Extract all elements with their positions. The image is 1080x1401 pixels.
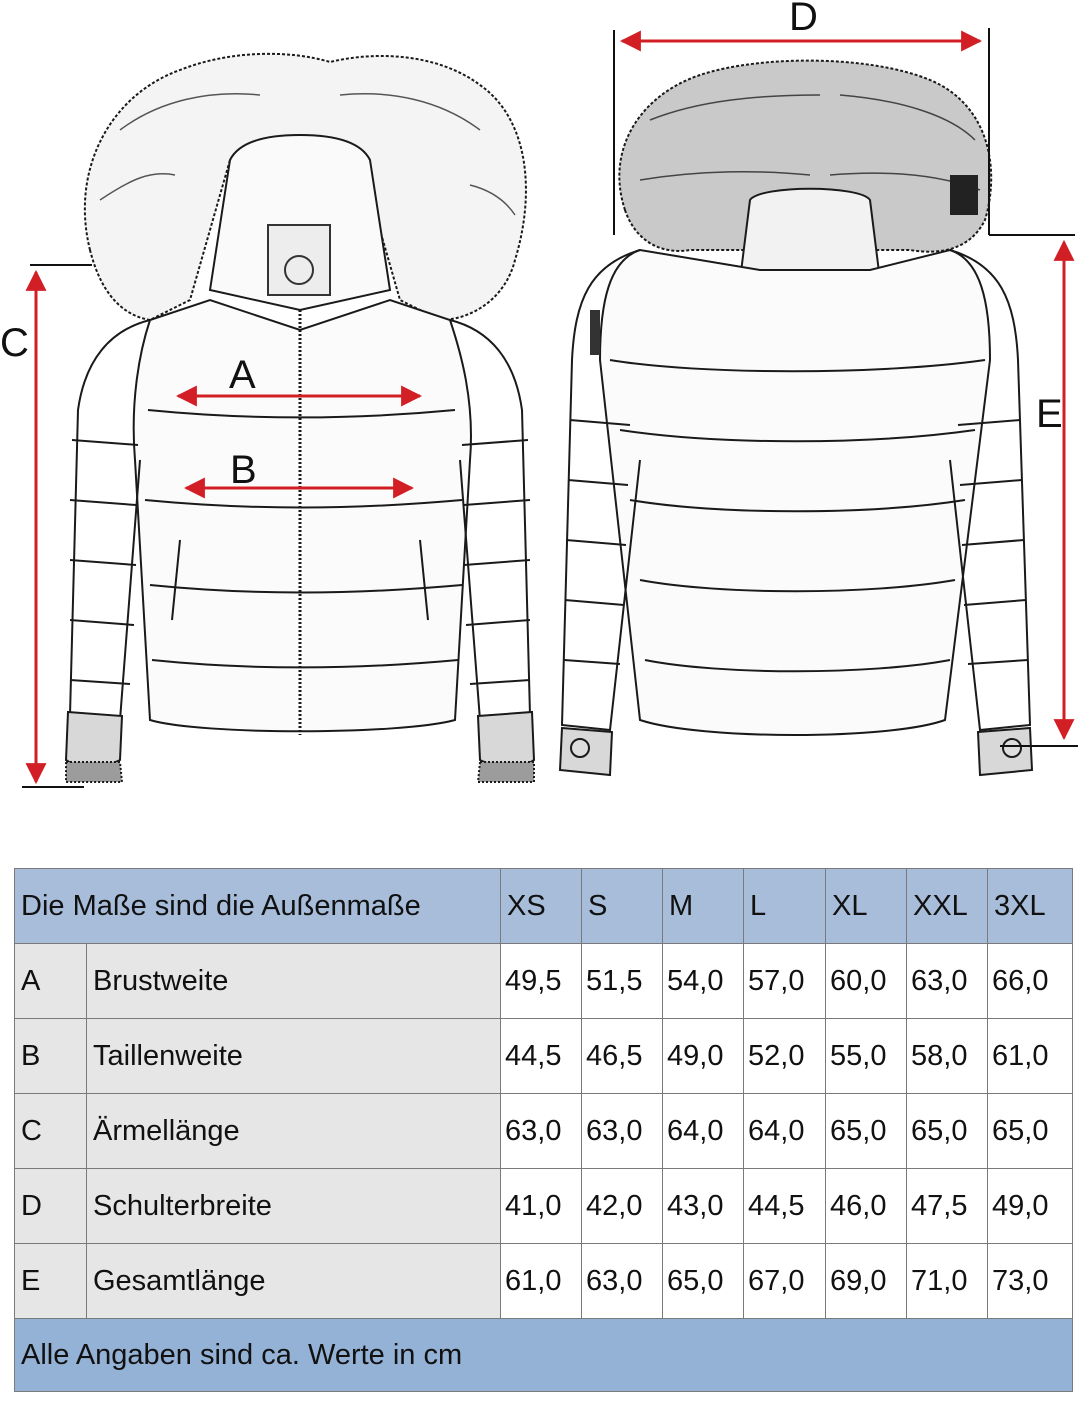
label-sleeve: C (0, 321, 29, 365)
table-cell: 57,0 (744, 944, 826, 1019)
table-cell: 63,0 (582, 1094, 663, 1169)
table-cell: 61,0 (988, 1019, 1073, 1094)
table-footer-note: Alle Angaben sind ca. Werte in cm (15, 1319, 1073, 1392)
table-cell: 41,0 (501, 1169, 582, 1244)
size-header-xs: XS (501, 869, 582, 944)
label-shoulder: D (789, 0, 818, 39)
table-cell: 55,0 (826, 1019, 907, 1094)
row-code: B (15, 1019, 87, 1094)
table-cell: 42,0 (582, 1169, 663, 1244)
table-cell: 63,0 (501, 1094, 582, 1169)
table-cell: 54,0 (663, 944, 744, 1019)
table-cell: 49,5 (501, 944, 582, 1019)
table-header-row (15, 869, 1073, 944)
table-cell: 49,0 (988, 1169, 1073, 1244)
table-cell: 44,5 (501, 1019, 582, 1094)
table-cell: 66,0 (988, 944, 1073, 1019)
table-row (15, 1019, 1073, 1094)
table-cell: 64,0 (663, 1094, 744, 1169)
table-cell: 65,0 (988, 1094, 1073, 1169)
table-cell: 65,0 (907, 1094, 988, 1169)
row-name: Brustweite (87, 944, 501, 1019)
size-header-l: L (744, 869, 826, 944)
table-cell: 46,5 (582, 1019, 663, 1094)
table-cell: 69,0 (826, 1244, 907, 1319)
table-cell: 73,0 (988, 1244, 1073, 1319)
table-row (15, 1094, 1073, 1169)
table-cell: 51,5 (582, 944, 663, 1019)
table-cell: 52,0 (744, 1019, 826, 1094)
size-header-m: M (663, 869, 744, 944)
jacket-front-drawing (66, 54, 534, 782)
table-cell: 67,0 (744, 1244, 826, 1319)
size-header-3xl: 3XL (988, 869, 1073, 944)
size-header-xl: XL (826, 869, 907, 944)
table-cell: 60,0 (826, 944, 907, 1019)
table-cell: 65,0 (663, 1244, 744, 1319)
table-cell: 63,0 (582, 1244, 663, 1319)
table-cell: 58,0 (907, 1019, 988, 1094)
label-length: E (1036, 392, 1063, 436)
row-name: Taillenweite (87, 1019, 501, 1094)
jacket-back-drawing (560, 61, 1032, 775)
row-code: D (15, 1169, 87, 1244)
table-cell: 49,0 (663, 1019, 744, 1094)
row-code: A (15, 944, 87, 1019)
size-table (14, 868, 1073, 1392)
size-header-xxl: XXL (907, 869, 988, 944)
table-row (15, 944, 1073, 1019)
table-header-title: Die Maße sind die Außenmaße (15, 869, 501, 944)
label-waist: B (230, 448, 257, 492)
row-name: Gesamtlänge (87, 1244, 501, 1319)
table-cell: 44,5 (744, 1169, 826, 1244)
row-name: Ärmellänge (87, 1094, 501, 1169)
row-name: Schulterbreite (87, 1169, 501, 1244)
row-code: C (15, 1094, 87, 1169)
table-cell: 46,0 (826, 1169, 907, 1244)
table-cell: 61,0 (501, 1244, 582, 1319)
table-cell: 43,0 (663, 1169, 744, 1244)
table-row (15, 1169, 1073, 1244)
table-cell: 47,5 (907, 1169, 988, 1244)
table-cell: 71,0 (907, 1244, 988, 1319)
size-header-s: S (582, 869, 663, 944)
table-footer-row (15, 1319, 1073, 1392)
table-cell: 65,0 (826, 1094, 907, 1169)
table-row (15, 1244, 1073, 1319)
table-cell: 64,0 (744, 1094, 826, 1169)
row-code: E (15, 1244, 87, 1319)
label-chest: A (229, 353, 256, 397)
table-cell: 63,0 (907, 944, 988, 1019)
